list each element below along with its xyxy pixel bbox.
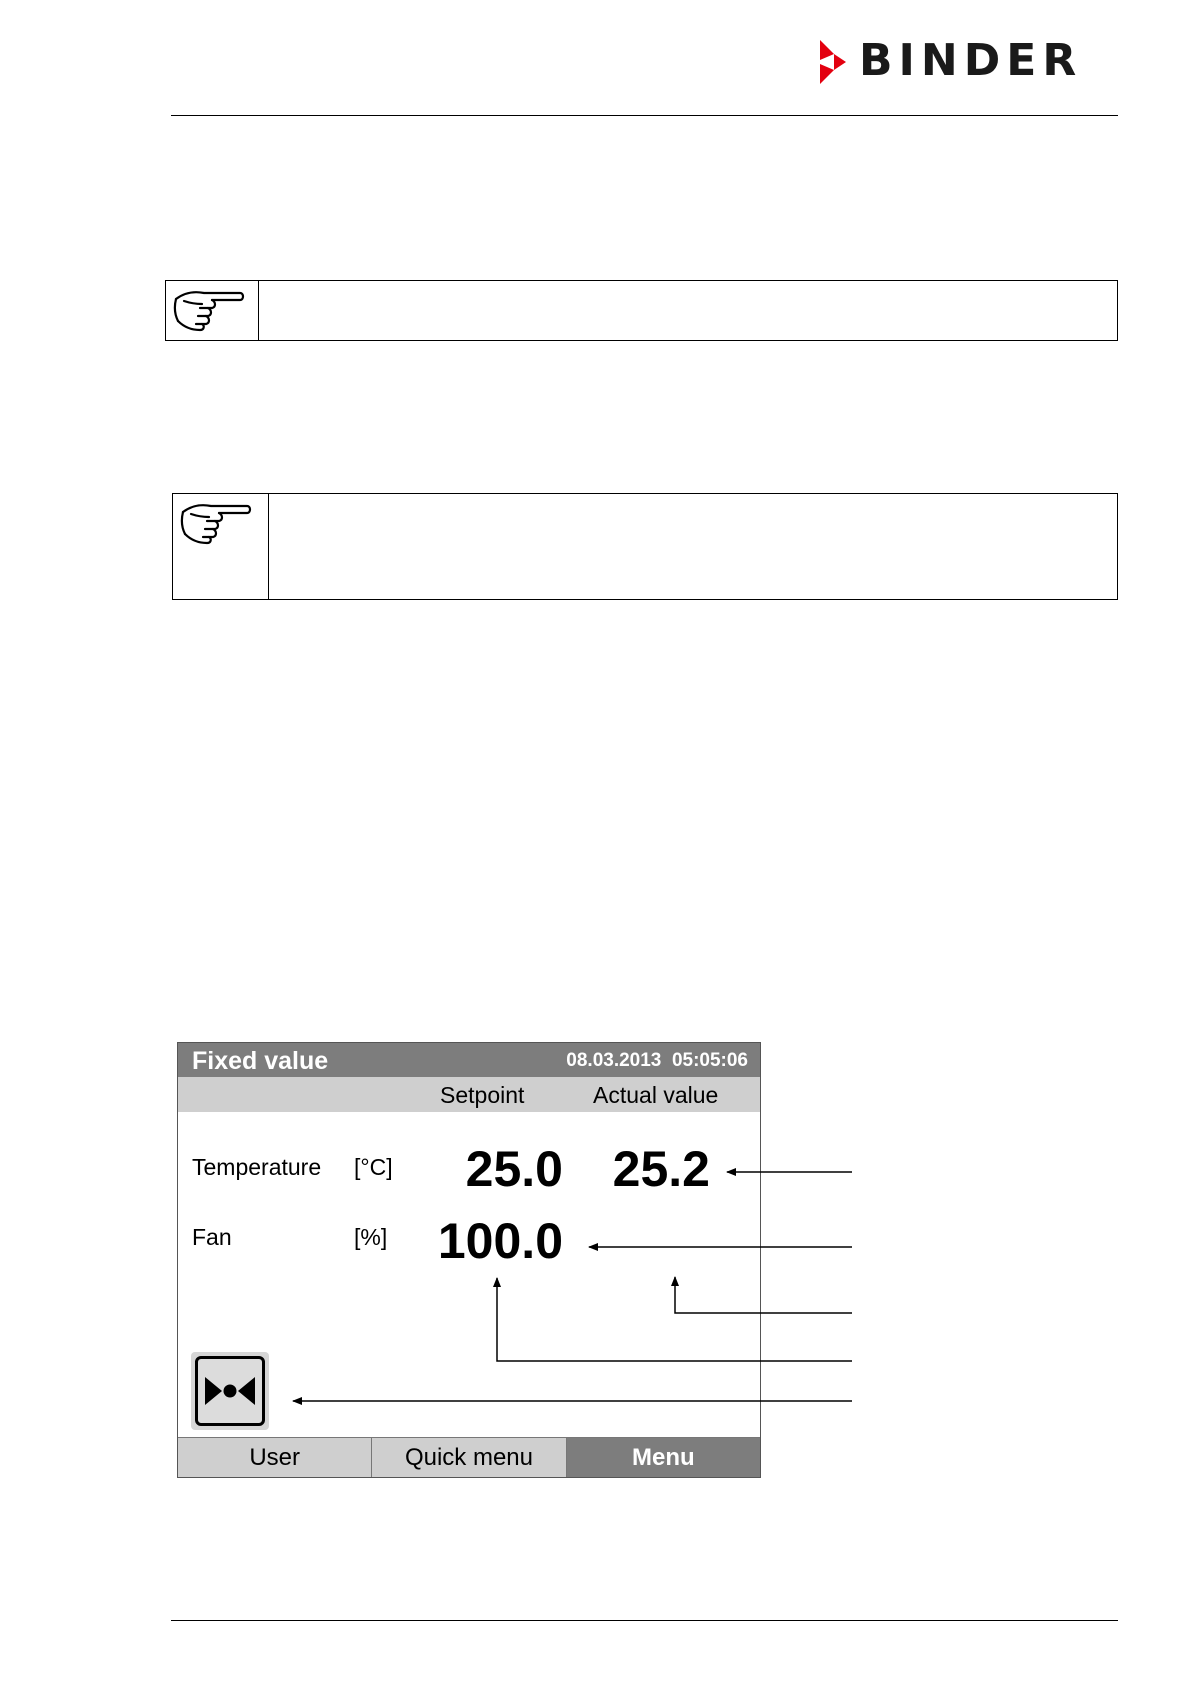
user-softkey[interactable]: User [178,1437,372,1478]
setpoint-column-header: Setpoint [440,1082,525,1108]
temperature-label: Temperature [192,1154,322,1180]
temperature-unit: [°C] [354,1154,393,1180]
note-text [259,281,1117,340]
brand-name: BINDER [859,35,1083,86]
note-text [269,494,1117,599]
binder-logo-mark-icon [818,40,848,84]
menu-softkey[interactable]: Menu [567,1437,760,1478]
note-icon-cell [166,281,259,340]
display-title-bar [178,1043,760,1077]
fan-setpoint[interactable]: 100.0 [437,1213,563,1269]
door-status-button[interactable] [191,1352,269,1430]
binder-logo [818,35,1118,86]
quick-menu-softkey[interactable]: Quick menu [372,1437,566,1478]
column-header-band [178,1077,760,1112]
temperature-actual-value: 25.2 [612,1141,710,1197]
actual-value-column-header: Actual value [593,1082,719,1108]
note-icon-cell [173,494,269,599]
footer-rule [171,1620,1118,1621]
time: 05:05:06 [671,1050,748,1071]
date: 08.03.2013 [566,1050,662,1071]
door-open-icon [198,1359,262,1423]
operating-mode-title: Fixed value [192,1047,329,1075]
temperature-setpoint[interactable]: 25.0 [465,1141,563,1197]
header-rule [171,115,1118,116]
date-time [566,1049,748,1073]
pointing-hand-icon [172,287,246,333]
fan-label: Fan [192,1224,232,1250]
controller-display [177,1042,761,1478]
fan-unit: [%] [354,1224,388,1250]
pointing-hand-icon [179,500,253,546]
note-box-1 [165,280,1118,341]
note-box-2 [172,493,1118,600]
softkey-bar [178,1437,760,1478]
